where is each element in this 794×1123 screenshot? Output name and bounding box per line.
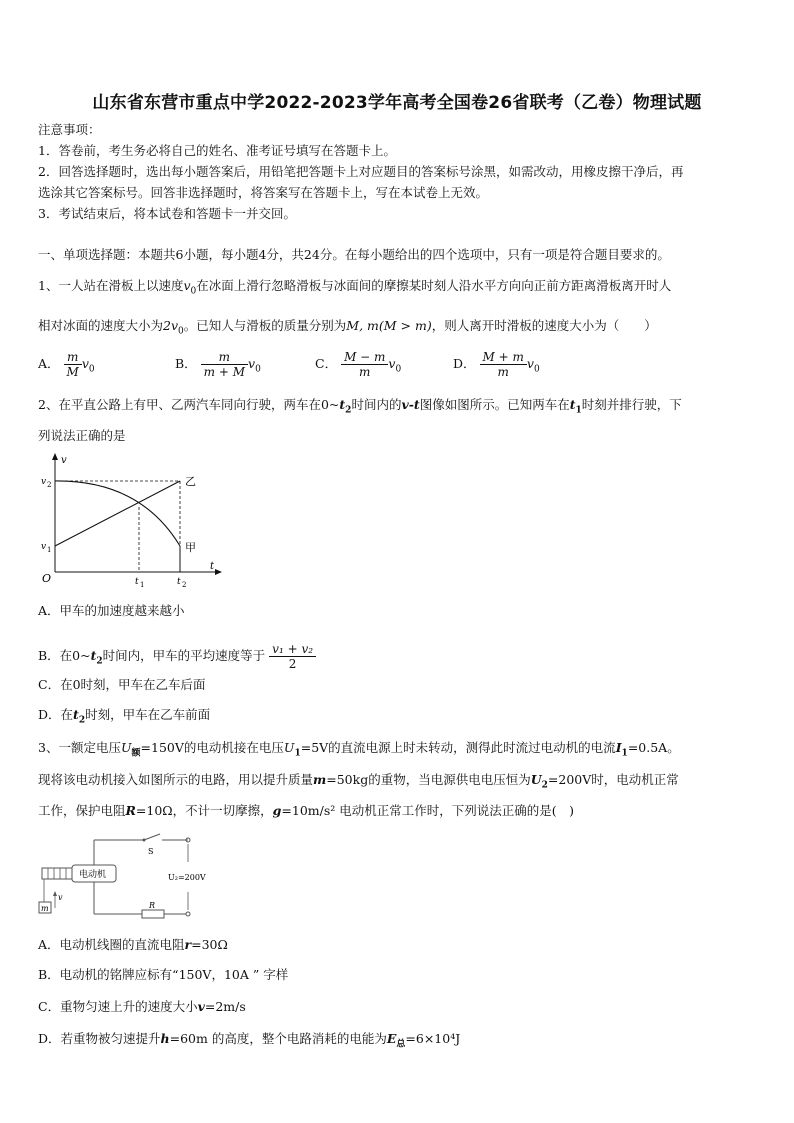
q1-option-c-tail-sub: 0 <box>395 364 402 375</box>
q3-line3-b: =10Ω，不计一切摩擦， <box>135 803 273 818</box>
notice-item-1: 1．答卷前，考生务必将自己的姓名、准考证号填写在答题卡上。 <box>38 143 396 158</box>
q1-option-d-tail: v <box>526 356 534 371</box>
q2-option-b-t-sub: 2 <box>96 656 103 667</box>
q1-stem-c: 相对冰面的速度大小为 <box>38 318 164 333</box>
q1-v0: v <box>183 278 191 293</box>
q1-option-d-num: M + m <box>482 350 524 364</box>
q1-option-c-num: M − m <box>344 350 386 364</box>
q1-option-a[interactable] <box>38 350 95 379</box>
q2-v1-sub: 1 <box>47 546 52 554</box>
q3-option-a-a: A．电动机线圈的直流电阻 <box>38 937 185 952</box>
q2-label-jia: 甲 <box>185 541 196 554</box>
q3-stem-line2 <box>38 772 679 794</box>
q2-label-yi: 乙 <box>185 475 196 488</box>
q3-u1: U <box>283 740 295 755</box>
q3-line2-b: =50kg的重物，当电源供电电压恒为 <box>326 772 531 787</box>
q3-line2-a: 现将该电动机接入如图所示的电路，用以提升质量 <box>38 772 314 787</box>
q3-r: R <box>125 803 136 818</box>
q1-stem-a: 1、一人站在滑板上以速度 <box>38 278 184 293</box>
q2-t1-sub: 1 <box>575 405 582 416</box>
section-heading: 一、单项选择题：本题共6小题，每小题4分，共24分。在每小题给出的四个选项中，只有一项是符合题目要求的。 <box>38 247 670 262</box>
q3-mass-label: m <box>41 904 49 913</box>
q3-option-d-a: D．若重物被匀速提升 <box>38 1031 161 1046</box>
q2-t-axis-arrow <box>215 569 222 575</box>
q3-option-a-b: =30Ω <box>191 937 228 952</box>
q3-option-b[interactable]: B．电动机的铭牌应标有“150V，10A ” 字样 <box>38 967 289 982</box>
notice-item-3: 3．考试结束后，将本试卷和答题卡一并交回。 <box>38 206 296 221</box>
q3-option-c[interactable] <box>38 999 246 1015</box>
q3-resistor <box>142 910 164 918</box>
q2-vt-graph <box>30 452 230 592</box>
q2-t1-sub: 1 <box>140 581 145 589</box>
q3-motor-label: 电动机 <box>79 870 107 880</box>
notice-item-2b: 选涂其它答案标号。回答非选择题时，将答案写在答题卡上，写在本试卷上无效。 <box>38 185 489 200</box>
q2-option-b-a: B．在0~ <box>38 648 91 663</box>
q3-u1-sub: 1 <box>294 748 301 759</box>
q3-velocity-arrowhead <box>53 891 57 896</box>
q1-stem-e: ，则人离开时滑板的速度大小为（ ） <box>431 318 657 333</box>
q2-v-axis-arrow <box>52 453 58 460</box>
q1-option-a-fraction <box>64 350 82 379</box>
q2-stem-line1 <box>38 397 682 419</box>
q3-stem-line1 <box>38 740 680 762</box>
q1-option-a-label: A． <box>38 356 60 371</box>
q1-stem-b: 在冰面上滑行忽略滑板与冰面间的摩擦某时刻人沿水平方向向正前方距离滑板离开时人 <box>196 278 672 293</box>
q3-switch-label: S <box>148 847 154 856</box>
q1-option-c-tail: v <box>388 356 396 371</box>
page-title: 山东省东营市重点中学2022-2023学年高考全国卷26省联考（乙卷）物理试题 <box>92 93 702 113</box>
q2-option-d-b: 时刻，甲车在乙车前面 <box>85 707 211 722</box>
q1-speed: 2v <box>163 318 179 333</box>
q2-t2-sub: 2 <box>345 405 352 416</box>
q1-option-c-den: m <box>341 364 388 379</box>
q3-u-rated-sub: 额 <box>131 748 141 759</box>
q2-v2-sub: 2 <box>47 481 52 489</box>
q3-option-c-v: v <box>197 999 205 1014</box>
q1-option-d[interactable] <box>453 350 540 379</box>
q2-option-b-den: 2 <box>269 656 316 671</box>
q2-t2-label: t <box>177 577 181 587</box>
q2-option-b-t: t <box>90 648 97 663</box>
notice-item-2a: 2．回答选择题时，选出每小题答案后，用铅笔把答题卡上对应题目的答案标号涂黑，如需改动，用橡皮擦干净后，再 <box>38 164 684 179</box>
q1-option-b-label: B． <box>175 356 197 371</box>
q3-circuit-diagram <box>36 832 226 922</box>
q2-axis-v-label: v <box>61 455 67 466</box>
q1-option-a-tail: v <box>81 356 89 371</box>
q2-v1-label: v <box>41 542 47 552</box>
q3-option-d-h: h <box>160 1031 170 1046</box>
q3-option-a-r: r <box>184 937 192 952</box>
q2-v2-label: v <box>41 477 47 487</box>
q3-m: m <box>313 772 327 787</box>
q3-u2-sub: 2 <box>541 780 548 791</box>
q1-option-d-tail-sub: 0 <box>533 364 540 375</box>
q3-line3-c: =10m/s² 电动机正常工作时，下列说法正确的是( ) <box>281 803 575 818</box>
q2-stem-c: 图像如图所示。已知两车在 <box>419 397 570 412</box>
q3-g: g <box>272 803 282 818</box>
q1-option-a-den: M <box>64 364 82 379</box>
q3-option-d-e: E <box>386 1031 397 1046</box>
q3-u2: U <box>530 772 542 787</box>
q3-line1-a: 3、一额定电压 <box>38 740 121 755</box>
q3-option-d-c: =6×10⁴J <box>405 1031 461 1046</box>
q2-option-b-b: 时间内，甲车的平均速度等于 <box>102 648 266 663</box>
q1-option-b-tail: v <box>248 356 256 371</box>
q1-option-a-tail-sub: 0 <box>88 364 95 375</box>
q3-i1-sub: 1 <box>621 748 628 759</box>
q3-line1-d: =0.5A。 <box>627 740 680 755</box>
notice-heading: 注意事项： <box>38 122 101 137</box>
q3-i1: I <box>615 740 622 755</box>
q1-option-b-tail-sub: 0 <box>255 364 261 375</box>
q3-line3-a: 工作，保护电阻 <box>38 803 126 818</box>
q3-option-c-a: C．重物匀速上升的速度大小 <box>38 999 198 1014</box>
q3-stem-line3 <box>38 803 574 819</box>
q3-option-a[interactable] <box>38 937 228 953</box>
q2-t1: t <box>569 397 576 412</box>
q2-option-d[interactable] <box>38 707 210 729</box>
q1-option-d-label: D． <box>453 356 476 371</box>
q1-option-b[interactable] <box>175 350 261 379</box>
q3-terminal-bottom <box>186 912 190 916</box>
q3-resistor-label: R <box>149 901 156 910</box>
q3-voltage-label: U₂=200V <box>168 873 206 882</box>
q3-switch-pivot <box>143 839 146 842</box>
q2-t2: t <box>339 397 346 412</box>
q3-u-rated: U <box>120 740 132 755</box>
q1-option-a-num: m <box>66 350 79 364</box>
q2-axis-t-label: t <box>210 561 215 572</box>
q2-stem-a: 2、在平直公路上有甲、乙两汽车同向行驶，两车在0~ <box>38 397 340 412</box>
q1-masses: M, m(M > m) <box>346 318 432 333</box>
q2-option-d-t-sub: 2 <box>78 715 86 726</box>
q3-velocity-label: v <box>58 893 63 902</box>
q3-line2-c: =200V时，电动机正常 <box>547 772 679 787</box>
q2-stem-d: 时刻并排行驶，下 <box>581 397 682 412</box>
q1-v0-sub: 0 <box>190 286 197 297</box>
q2-option-b-num: v₁ + v₂ <box>272 642 314 656</box>
q2-option-d-t: t <box>73 707 79 722</box>
q3-line1-c: =5V的直流电源上时未转动，测得此时流过电动机的电流 <box>300 740 616 755</box>
q1-option-c[interactable] <box>315 350 401 379</box>
q1-option-d-fraction <box>480 350 527 379</box>
q1-option-c-label: C． <box>315 356 338 371</box>
q2-option-b[interactable] <box>38 642 316 671</box>
q2-t2-sub: 2 <box>182 581 187 589</box>
q2-stem-line2: 列说法正确的是 <box>38 428 126 443</box>
q2-option-d-a: D．在 <box>38 707 74 722</box>
q2-option-a[interactable]: A．甲车的加速度越来越小 <box>38 603 185 618</box>
q1-speed-sub: 0 <box>178 326 184 337</box>
q3-pulley <box>42 868 72 879</box>
q3-option-c-b: =2m/s <box>204 999 246 1014</box>
q1-option-c-fraction <box>341 350 388 379</box>
q1-option-b-num: m <box>218 350 231 364</box>
q1-option-b-fraction <box>201 350 248 379</box>
q2-origin-label: O <box>42 572 52 585</box>
q2-t1-label: t <box>135 577 139 587</box>
q2-option-c[interactable]: C．在0时刻，甲车在乙车后面 <box>38 677 206 692</box>
q2-option-b-fraction <box>269 642 316 671</box>
q1-option-b-den: m + M <box>201 364 248 379</box>
q1-stem-line1 <box>38 278 671 300</box>
q3-switch-blade <box>144 834 160 840</box>
q2-stem-b: 时间内的 <box>351 397 402 412</box>
q3-option-d-e-sub: 总 <box>396 1039 406 1050</box>
q1-stem-d: 。已知人与滑板的质量分别为 <box>183 318 347 333</box>
q2-vt: v-t <box>401 397 420 412</box>
q3-line1-b: =150V的电动机接在电压 <box>140 740 284 755</box>
q3-option-d-b: =60m 的高度，整个电路消耗的电能为 <box>169 1031 387 1046</box>
q1-stem-line2 <box>38 318 657 340</box>
q1-option-d-den: m <box>480 364 527 379</box>
q3-option-d[interactable] <box>38 1031 460 1053</box>
q2-line-yi <box>55 481 180 546</box>
